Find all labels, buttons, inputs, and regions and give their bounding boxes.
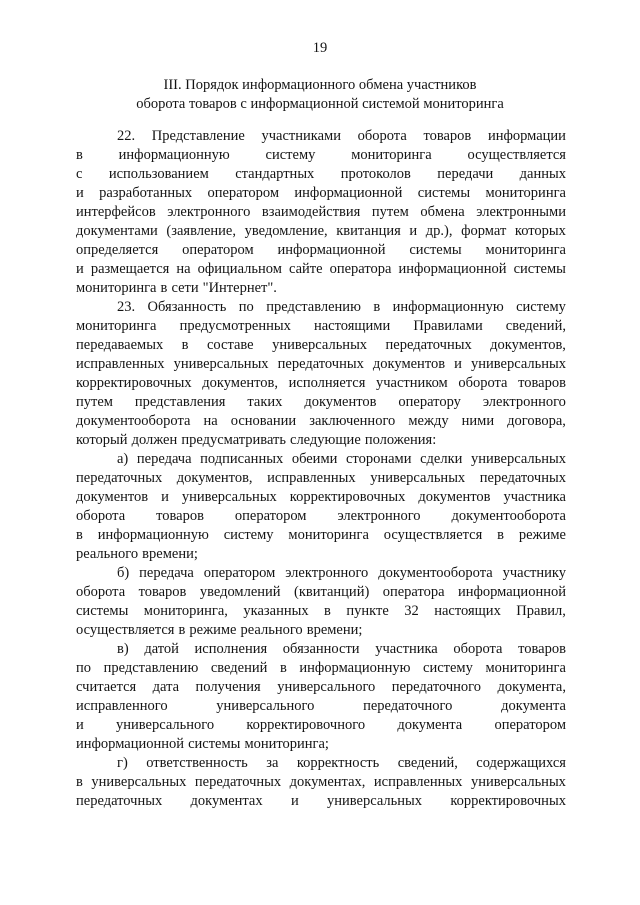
word: информационной [398, 261, 507, 277]
word: др.), [425, 223, 453, 239]
word: электронного [167, 204, 251, 220]
word: исполняется [288, 375, 366, 391]
word: использованием [108, 166, 209, 182]
word: оператором [207, 185, 280, 201]
word: путем [76, 394, 113, 410]
word: мониторинга; [244, 736, 329, 752]
text-line [76, 754, 566, 773]
word: сведений, [505, 318, 566, 334]
word: в [160, 280, 168, 296]
text-line [76, 298, 566, 317]
word: оператора [382, 584, 445, 600]
word: оператором [234, 508, 307, 524]
word: в [497, 527, 504, 543]
word: дата [152, 679, 180, 695]
word: Правилами [413, 318, 483, 334]
word: мониторинга [288, 527, 369, 543]
word: времени; [306, 622, 363, 638]
word: электронного [482, 394, 566, 410]
text-line [76, 279, 566, 298]
word: обязанности [282, 641, 360, 657]
text-line [76, 393, 566, 412]
word: мониторинга [76, 318, 157, 334]
word: положения: [364, 432, 437, 448]
word: протоколов [340, 166, 411, 182]
word: оператору [398, 394, 461, 410]
word: разработанных [99, 185, 193, 201]
word: оборота [76, 508, 126, 524]
word: таких [247, 394, 283, 410]
word: между [408, 413, 449, 429]
word: ними [461, 413, 495, 429]
word: считается [76, 679, 137, 695]
word: стандартных [235, 166, 315, 182]
word: сайте [288, 261, 323, 277]
word: оборота [453, 641, 503, 657]
word: документах, [289, 774, 366, 790]
word: систему [423, 660, 473, 676]
word: которых [514, 223, 566, 239]
word: и [454, 356, 462, 372]
heading-line: III. Порядок информационного обмена участников [163, 77, 477, 93]
word: документах [190, 793, 263, 809]
word: корректировочных [450, 793, 566, 809]
text-line [76, 545, 566, 564]
word: в [178, 622, 186, 638]
word: электронного [285, 565, 369, 581]
word: системы [409, 242, 462, 258]
text-line [76, 621, 566, 640]
word: с [76, 166, 83, 182]
word: передаточных [194, 774, 282, 790]
word: (заявление, [166, 223, 236, 239]
word: оператором [494, 717, 566, 733]
word: передаточного [363, 698, 453, 714]
word: представлению [266, 299, 361, 315]
word: участника [503, 489, 566, 505]
word: и [290, 793, 299, 809]
word: информации [487, 128, 566, 144]
word: на [203, 413, 218, 429]
word: сторонами [346, 451, 412, 467]
text-line [76, 431, 566, 450]
word: подписанных [200, 451, 284, 467]
text-line [76, 165, 566, 184]
word: систему [516, 299, 566, 315]
word: реального [240, 622, 303, 638]
word: систему [223, 527, 274, 543]
text-line [76, 583, 566, 602]
word: товаров [423, 128, 472, 144]
word: официальном [197, 261, 282, 277]
word: указанных [243, 603, 309, 619]
word: уведомление, [244, 223, 328, 239]
word: товаров [518, 375, 566, 391]
word: передача [139, 565, 194, 581]
word: предусмотренных [179, 318, 291, 334]
word: договора, [507, 413, 566, 429]
word: универсальных [181, 489, 277, 505]
word: уведомлений [199, 584, 281, 600]
word: электронного [337, 508, 421, 524]
word: б) [117, 565, 130, 581]
word: документов, [176, 470, 253, 486]
text-line [76, 659, 566, 678]
text-line [76, 127, 566, 146]
text-line [76, 355, 566, 374]
word: обеими [291, 451, 338, 467]
text-line [76, 184, 566, 203]
word: и [76, 185, 84, 201]
word: электронными [476, 204, 566, 220]
word: оборота [458, 375, 508, 391]
word: универсального [277, 679, 376, 695]
word: оператором [182, 242, 254, 258]
word: осуществляется [467, 147, 566, 163]
word: передаточного [391, 679, 482, 695]
word: корректность [296, 755, 380, 771]
heading-line: оборота товаров с информационной системой мониторинга [136, 96, 504, 112]
word: универсальных [327, 793, 423, 809]
word: а) [117, 451, 129, 467]
text-line [76, 678, 566, 697]
word: пункте [346, 603, 389, 619]
text-line [76, 602, 566, 621]
text-line [76, 488, 566, 507]
text-line [76, 640, 566, 659]
text-line [76, 146, 566, 165]
word: заключенного [309, 413, 396, 429]
word: осуществляется [383, 527, 483, 543]
word: передаточных [385, 337, 472, 353]
word: содержащихся [476, 755, 566, 771]
text-line [76, 203, 566, 222]
page-number: 19 [312, 40, 328, 56]
word: документооборота [451, 508, 566, 524]
word: оператора [329, 261, 392, 277]
word: сведений [210, 660, 268, 676]
word: мониторинга, [143, 603, 228, 619]
document-body [76, 127, 566, 811]
word: документов, [202, 375, 279, 391]
word: по [76, 660, 92, 676]
word: 32 [404, 603, 419, 619]
text-line [76, 507, 566, 526]
text-line [76, 317, 566, 336]
word: размещается [90, 261, 170, 277]
word: составе [206, 337, 254, 353]
word: обмена [420, 204, 465, 220]
word: в [324, 603, 331, 619]
word: 23. [117, 299, 136, 315]
word: представления [134, 394, 226, 410]
text-line [76, 792, 566, 811]
word: документооборота [378, 565, 493, 581]
word: участнику [502, 565, 566, 581]
word: основании [230, 413, 297, 429]
word: путем [371, 204, 409, 220]
word: документа [501, 698, 566, 714]
word: документов [418, 489, 491, 505]
word: универсальных [470, 451, 566, 467]
word: информационной [76, 736, 185, 752]
word: формат [461, 223, 507, 239]
word: в [76, 147, 83, 163]
word: интерфейсов [76, 204, 156, 220]
word: ответственность [146, 755, 248, 771]
word: документа [397, 717, 463, 733]
word: информационную [299, 660, 411, 676]
text-line [76, 222, 566, 241]
word: и [409, 223, 418, 239]
word: мониторинга [351, 147, 432, 163]
word: по [238, 299, 254, 315]
word: универсальных [470, 774, 566, 790]
word: оператором [203, 565, 276, 581]
word: исполнения [194, 641, 268, 657]
word: мониторинга [485, 660, 566, 676]
word: оборота [76, 584, 126, 600]
word: Обязанность [147, 299, 227, 315]
text-line [76, 241, 566, 260]
word: настоящих [434, 603, 501, 619]
word: универсальных [470, 356, 566, 372]
text-line [76, 469, 566, 488]
word: и [76, 717, 84, 733]
text-line [76, 336, 566, 355]
word: который [76, 432, 128, 448]
word: на [176, 261, 191, 277]
word: и [161, 489, 169, 505]
text-line [76, 773, 566, 792]
word: в [181, 337, 189, 353]
word: сведений, [397, 755, 458, 771]
section-heading [0, 76, 640, 114]
word: в [279, 660, 287, 676]
word: документов, [490, 337, 566, 353]
word: передаточных [479, 470, 566, 486]
word: передаточных [76, 470, 163, 486]
word: времени; [142, 546, 198, 562]
word: универсальных [272, 337, 368, 353]
word: исправленных [76, 356, 165, 372]
word: предусматривать [181, 432, 286, 448]
word: получения [195, 679, 261, 695]
word: универсальных [173, 356, 269, 372]
word: системы [417, 185, 471, 201]
text-line [76, 450, 566, 469]
word: универсального [116, 717, 215, 733]
word: сделки [420, 451, 463, 467]
word: мониторинга [76, 280, 157, 296]
word: мониторинга [485, 242, 566, 258]
text-line [76, 526, 566, 545]
word: системы [513, 261, 566, 277]
word: системы [76, 603, 129, 619]
word: должен [131, 432, 178, 448]
word: оборота [357, 128, 407, 144]
word: реального [76, 546, 139, 562]
word: передаваемых [76, 337, 164, 353]
word: осуществляется [76, 622, 175, 638]
word: исправленных [267, 470, 356, 486]
word: г) [117, 755, 128, 771]
word: документа, [497, 679, 566, 695]
word: корректировочных [289, 489, 406, 505]
word: систему [265, 147, 316, 163]
word: участником [376, 375, 448, 391]
word: документов [304, 394, 377, 410]
word: 22. [117, 128, 136, 144]
text-line [76, 564, 566, 583]
word: за [266, 755, 279, 771]
word: документов [372, 356, 446, 372]
word: информационной [294, 185, 403, 201]
word: квитанция [336, 223, 401, 239]
text-line [76, 260, 566, 279]
word: системы [188, 736, 241, 752]
word: участниками [261, 128, 341, 144]
word: (квитанций) [293, 584, 370, 600]
word: следующие [290, 432, 361, 448]
word: документов [76, 489, 149, 505]
word: информационную [97, 527, 209, 543]
text-line [76, 412, 566, 431]
word: участника [375, 641, 438, 657]
word: передачи [437, 166, 494, 182]
word: в [373, 299, 381, 315]
word: товаров [138, 584, 187, 600]
word: информационную [118, 147, 230, 163]
word: взаимодействия [261, 204, 361, 220]
word: документами [76, 223, 158, 239]
word: Представление [151, 128, 245, 144]
word: в) [117, 641, 129, 657]
word: мониторинга [485, 185, 566, 201]
word: универсального [216, 698, 315, 714]
text-line [76, 697, 566, 716]
word: товаров [156, 508, 204, 524]
word: передача [136, 451, 192, 467]
word: корректировочных [76, 375, 192, 391]
word: передаточных [277, 356, 364, 372]
word: Правил, [516, 603, 566, 619]
word: передаточных [76, 793, 163, 809]
word: исправленных [373, 774, 463, 790]
word: информационной [277, 242, 386, 258]
word: исправленного [76, 698, 168, 714]
word: в [76, 774, 83, 790]
word: режиме [189, 622, 237, 638]
word: документооборота [76, 413, 191, 429]
word: датой [144, 641, 179, 657]
word: и [76, 261, 84, 277]
word: информационную [392, 299, 504, 315]
word: универсальных [370, 470, 466, 486]
text-line [76, 374, 566, 393]
word: "Интернет". [202, 280, 277, 296]
text-line [76, 716, 566, 735]
word: сети [171, 280, 199, 296]
word: режиме [518, 527, 566, 543]
word: корректировочного [246, 717, 366, 733]
word: информационной [457, 584, 566, 600]
word: представлению [103, 660, 199, 676]
word: в [76, 527, 83, 543]
word: определяется [76, 242, 159, 258]
word: данных [519, 166, 566, 182]
word: универсальных [91, 774, 187, 790]
word: настоящими [313, 318, 391, 334]
text-line [76, 735, 566, 754]
word: товаров [518, 641, 566, 657]
